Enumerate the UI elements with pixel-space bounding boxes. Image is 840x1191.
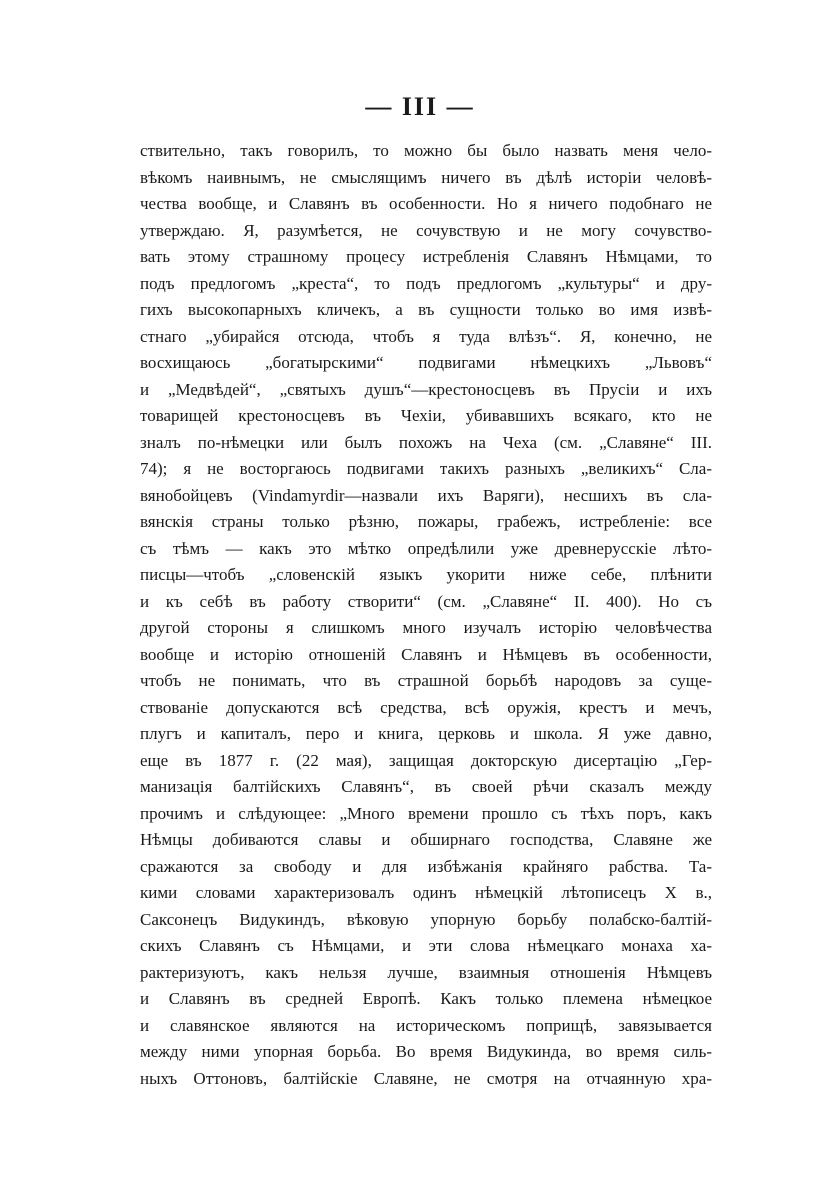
text-line: еще въ 1877 г. (22 мая), защищая докторскую дисертацію „Гер- <box>140 750 712 770</box>
text-line: подъ предлогомъ „креста“, то подъ предлогомъ „культуры“ и дру- <box>140 273 712 293</box>
text-line: и къ себѣ въ работу створити“ (см. „Славяне“ II. 400). Но съ <box>140 591 712 611</box>
text-line: чества вообще, и Славянъ въ особенности. Но я ничего подобнаго не <box>140 194 712 213</box>
text-line: гихъ высокопарныхъ кличекъ, а въ сущности только во имя извѣ- <box>140 300 712 319</box>
text-line: вянобойцевъ (Vindamyrdir—назвали ихъ Варяги), несшихъ въ сла- <box>140 485 712 505</box>
text-line: утверждаю. Я, разумѣется, не сочувствую и не могу сочувство- <box>140 220 712 240</box>
text-line: писцы—чтобъ „словенскій языкъ укорити ниже себе, плѣнити <box>140 565 712 584</box>
text-line: другой стороны я слишкомъ много изучалъ исторію человѣчества <box>140 618 712 637</box>
text-line: сражаются за свободу и для избѣжанія крайняго рабства. Та- <box>140 856 712 876</box>
text-line: Нѣмцы добиваются славы и обширнаго господства, Славяне же <box>140 830 712 849</box>
text-line: кими словами характеризовалъ одинъ нѣмецкій лѣтописецъ X в., <box>140 883 712 902</box>
text-line: восхищаюсь „богатырскими“ подвигами нѣмецкихъ „Львовъ“ <box>140 353 712 372</box>
text-line: вать этому страшному процесу истребленія Славянъ Нѣмцами, то <box>140 247 712 266</box>
text-line: ствованіе допускаются всѣ средства, всѣ оружія, крестъ и мечъ, <box>140 697 712 717</box>
text-line: манизація балтійскихъ Славянъ“, въ своей рѣчи сказалъ между <box>140 777 712 796</box>
text-line: стнаго „убирайся отсюда, чтобъ я туда влѣзъ“. Я, конечно, не <box>140 326 712 346</box>
text-line: вообще и исторію отношеній Славянъ и Нѣмцевъ въ особенности, <box>140 644 712 664</box>
text-line: 74); я не восторгаюсь подвигами такихъ разныхъ „великихъ“ Сла- <box>140 459 712 478</box>
text-line: ныхъ Оттоновъ, балтійскіе Славяне, не смотря на отчаянную хра- <box>140 1068 712 1088</box>
text-line: зналъ по-нѣмецки или былъ похожъ на Чеха (см. „Славяне“ III. <box>140 432 712 452</box>
text-line: ствительно, такъ говорилъ, то можно бы было назвать меня чело- <box>140 141 712 160</box>
text-line: вѣкомъ наивнымъ, не смыслящимъ ничего въ дѣлѣ исторіи человѣ- <box>140 167 712 187</box>
text-line: и Славянъ въ средней Европѣ. Какъ только племена нѣмецкое <box>140 989 712 1008</box>
text-line: между ними упорная борьба. Во время Видукинда, во время силь- <box>140 1042 712 1061</box>
text-line: рактеризуютъ, какъ нельзя лучше, взаимныя отношенія Нѣмцевъ <box>140 962 712 982</box>
page-number: — III — <box>365 92 475 121</box>
text-line: чтобъ не понимать, что въ страшной борьбѣ народовъ за суще- <box>140 671 712 690</box>
text-line: прочимъ и слѣдующее: „Много времени прошло съ тѣхъ поръ, какъ <box>140 803 712 823</box>
text-line: и славянское являются на историческомъ поприщѣ, завязывается <box>140 1015 712 1035</box>
text-line: и „Медвѣдей“, „святыхъ душъ“—крестоносцевъ въ Прусіи и ихъ <box>140 379 712 399</box>
text-line: Саксонецъ Видукиндъ, вѣковую упорную борьбу полабско-балтій- <box>140 909 712 929</box>
body-text <box>140 138 712 1092</box>
text-line: съ тѣмъ — какъ это мѣтко опредѣлили уже древнерусскіе лѣто- <box>140 538 712 558</box>
text-line: вянскія страны только рѣзню, пожары, грабежъ, истребленіе: все <box>140 512 712 531</box>
text-line: товарищей крестоносцевъ въ Чехіи, убивавшихъ всякаго, кто не <box>140 406 712 425</box>
text-line: плугъ и капиталъ, перо и книга, церковь и школа. Я уже давно, <box>140 724 712 743</box>
text-line: скихъ Славянъ съ Нѣмцами, и эти слова нѣмецкаго монаха ха- <box>140 936 712 955</box>
